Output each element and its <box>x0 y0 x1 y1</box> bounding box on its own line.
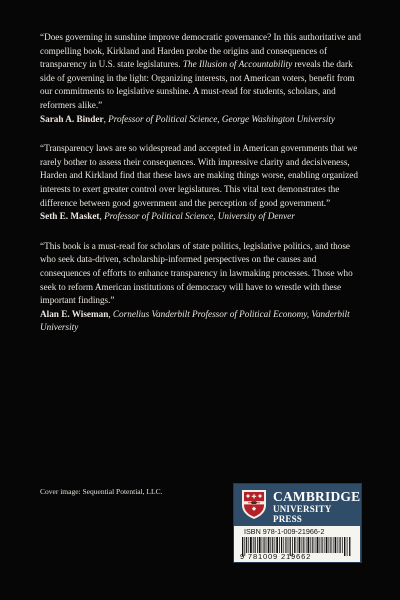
cover-image-credit: Cover image: Sequential Potential, LLC. <box>40 487 163 496</box>
endorsement-credit: Sarah A. Binder, Professor of Political Science, George Washington University <box>40 113 335 124</box>
endorsement-binder <box>40 31 361 126</box>
endorsement-quote: “Transparency laws are so widespread and accepted in American governments that we rarely bother to assess their consequences. With impressive clarity and decisiveness, Harden and Kirkland find that these laws are making things worse, enabling organized interests to exert greater control over legislatures. This vital text demonstrates the difference between good government and the perception of good government.” <box>40 143 358 208</box>
endorser-name: Alan E. Wiseman <box>40 308 109 319</box>
endorsement-quote: “Does governing in sunshine improve democratic governance? In this authoritative and compelling book, Kirkland and Harden probe the origins and consequences of transparency in U.S. state legislatures. The Illusion of Accountability reveals the dark side of governing in the light: Organizing interests, not American voters, benefit from our commitments to legislative sunshine. A must-read for students, scholars, and reformers alike.” <box>40 32 361 110</box>
barcode-number: 9 781009 219662 <box>240 552 312 561</box>
publisher-subtitle: UNIVERSITY PRESS <box>273 504 332 524</box>
endorsement-masket <box>40 142 361 224</box>
endorsement-credit: Seth E. Masket, Professor of Political Science, University of Denver <box>40 211 295 222</box>
endorser-role: Professor of Political Science, University of Denver <box>104 211 295 222</box>
endorser-role: Professor of Political Science, George Washington University <box>108 113 335 124</box>
book-title-inline: The Illusion of Accountability <box>182 59 293 70</box>
isbn-label: ISBN 978-1-009-21966-2 <box>244 527 325 536</box>
endorser-name: Seth E. Masket <box>40 211 100 222</box>
endorser-role: Cornelius Vanderbilt Professor of Political Economy, Vanderbilt University <box>40 308 350 333</box>
endorsements <box>40 31 361 351</box>
endorsement-quote: “This book is a must-read for scholars of state politics, legislative politics, and those who seek data-driven, scholarship-informed perspectives on the causes and consequences of efforts to enhance transparency in lawmaking processes. Those who seek to reform American institutions of democracy will have to wrestle with these important findings.” <box>40 240 353 306</box>
cambridge-shield-icon <box>240 488 268 520</box>
endorsement-wiseman <box>40 240 361 335</box>
endorser-name: Sarah A. Binder <box>40 113 104 124</box>
endorsement-credit: Alan E. Wiseman, Cornelius Vanderbilt Professor of Political Economy, Vanderbilt University <box>40 308 350 333</box>
isbn-barcode-panel <box>234 526 360 562</box>
publisher-name: CAMBRIDGE <box>273 489 361 504</box>
